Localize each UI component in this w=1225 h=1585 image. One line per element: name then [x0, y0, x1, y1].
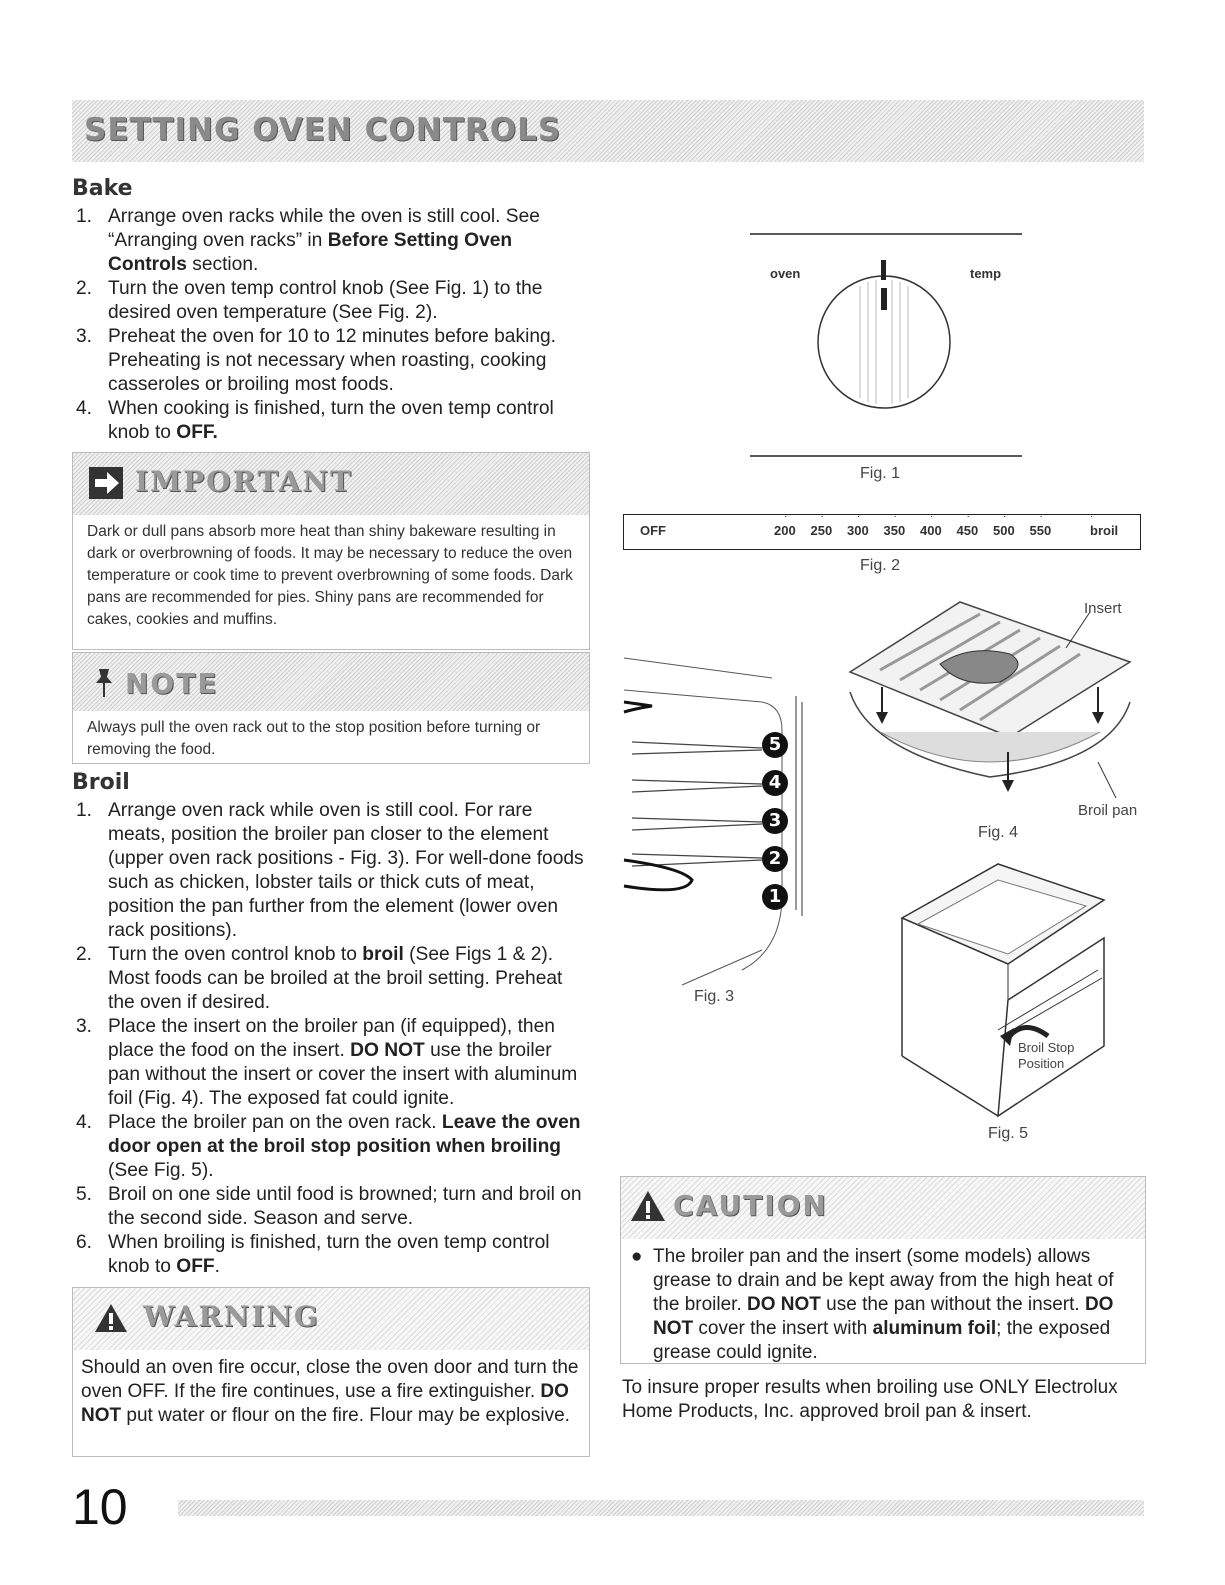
scale-temp-500: 500 — [993, 523, 1015, 538]
broil-stop-label-1: Broil Stop — [1018, 1040, 1075, 1055]
important-label: IMPORTANT — [135, 465, 353, 498]
scale-temp-350: 350 — [883, 523, 906, 538]
broil-heading: Broil — [72, 770, 130, 795]
list-item: 4. Place the broiler pan on the oven rack. Leave the oven door open at the broil stop position when broiling (See Fig. 5). — [76, 1112, 581, 1181]
broiler-pan-icon — [840, 592, 1140, 817]
broil-pan-note: To insure proper results when broiling use ONLY Electrolux Home Products, Inc. approved broil pan & insert. — [622, 1377, 1118, 1422]
scale-dot: · — [1039, 511, 1043, 522]
note-box — [72, 652, 590, 764]
warning-text: Should an oven fire occur, close the oven door and turn the oven OFF. If the fire continues, use a fire extinguisher. DO NOT put water or flour on the fire. Flour may be explosive. — [81, 1357, 579, 1426]
warning-box — [72, 1287, 590, 1457]
warning-triangle-icon — [93, 1302, 129, 1334]
section-title-bar — [72, 100, 1144, 162]
broil-stop-label-2: Position — [1018, 1056, 1065, 1071]
caution-header — [621, 1177, 1145, 1239]
caution-text: ● The broiler pan and the insert (some models) allows grease to drain and be kept away from the high heat of the broiler. DO NOT use the pan without the insert. DO NOT cover the insert with aluminum foil; the exposed grease could ignite. — [631, 1246, 1114, 1363]
rack-position-4: 4 — [762, 770, 788, 796]
scale-dot: · — [930, 511, 934, 522]
list-item: 1. Arrange oven rack while oven is still cool. For rare meats, position the broiler pan closer to the element (upper oven rack positions - Fig. 3). For well-done foods such as chicken, lobster tails or thick cuts of meat, position the pan further from the element (lower oven rack positions). — [76, 800, 584, 941]
list-item: 2. Turn the oven control knob to broil (See Figs 1 & 2). Most foods can be broiled at the broil setting. Preheat the oven if desired. — [76, 944, 563, 1013]
fig5-caption: Fig. 5 — [988, 1125, 1029, 1142]
list-item: 3. Preheat the oven for 10 to 12 minutes before baking. Preheating is not necessary when roasting, cooking casseroles or broiling most foods. — [76, 326, 557, 395]
oven-rack-positions-icon — [622, 650, 822, 990]
scale-dot: · — [1003, 511, 1007, 522]
important-header — [73, 453, 589, 515]
fig3-rack-diagram — [622, 650, 822, 990]
page-number: 10 — [72, 1479, 128, 1535]
scale-dot: · — [784, 511, 788, 522]
insert-label: Insert — [1084, 600, 1122, 617]
footer-bar — [178, 1500, 1144, 1516]
scale-broil-label: broil — [1090, 523, 1119, 538]
important-text: Dark or dull pans absorb more heat than shiny bakeware resulting in dark or overbrowning of foods. It may be necessary to reduce the oven temperature or cook time to prevent overbrowning of some foods. Dark pans are recommended for pies. Shiny pans are recommended for cakes, cookies and muffins. — [87, 523, 573, 628]
scale-dot: · — [1090, 511, 1094, 522]
page-title: SETTING OVEN CONTROLS — [84, 112, 562, 148]
rack-position-1: 1 — [762, 884, 788, 910]
scale-dot: · — [893, 511, 897, 522]
caution-box — [620, 1176, 1146, 1364]
list-item: 6. When broiling is finished, turn the oven temp control knob to OFF. — [76, 1232, 550, 1277]
arrow-right-icon — [89, 467, 123, 499]
scale-off-label: OFF — [640, 523, 666, 538]
knob-label-oven: oven — [770, 266, 801, 281]
scale-temp-550: 550 — [1029, 523, 1052, 538]
scale-temp-400: 400 — [920, 523, 942, 538]
note-label: NOTE — [125, 667, 219, 700]
scale-dot: · — [966, 511, 970, 522]
list-item: 5. Broil on one side until food is browned; turn and broil on the second side. Season and serve. — [76, 1184, 582, 1229]
fig3-caption: Fig. 3 — [694, 988, 735, 1005]
fig4-caption: Fig. 4 — [978, 824, 1019, 841]
scale-temp-450: 450 — [956, 523, 979, 538]
warning-label: WARNING — [143, 1300, 320, 1333]
bake-heading: Bake — [72, 176, 133, 201]
rack-position-2: 2 — [762, 846, 788, 872]
note-text: Always pull the oven rack out to the stop position before turning or removing the food. — [87, 719, 541, 758]
scale-dot: · — [820, 511, 824, 522]
list-item: 1. Arrange oven racks while the oven is still cool. See “Arranging oven racks” in Before Setting Oven Controls section. — [76, 206, 540, 275]
pushpin-icon — [93, 667, 115, 699]
fig1-knob-diagram — [750, 230, 1022, 460]
rack-position-5: 5 — [762, 732, 788, 758]
list-item: 4. When cooking is finished, turn the oven temp control knob to OFF. — [76, 398, 554, 443]
broil-steps — [72, 799, 587, 1279]
bake-steps — [72, 205, 587, 445]
range-door-open-icon — [898, 860, 1108, 1122]
list-item: 2. Turn the oven temp control knob (See Fig. 1) to the desired oven temperature (See Fig. 2). — [76, 278, 543, 323]
rack-position-3: 3 — [762, 808, 788, 834]
fig2-temp-scale — [623, 511, 1141, 550]
fig1-caption: Fig. 1 — [860, 465, 901, 482]
note-header — [73, 653, 589, 711]
scale-temp-250: 250 — [810, 523, 833, 538]
list-item: 3. Place the insert on the broiler pan (if equipped), then place the food on the insert. DO NOT use the broiler pan without the insert or cover the insert with aluminum foil (Fig. 4). The exposed fat could ignite. — [76, 1016, 578, 1109]
broil-pan-label: Broil pan — [1078, 802, 1138, 819]
oven-knob-icon — [750, 230, 1022, 460]
bullet-icon: ● — [631, 1246, 643, 1267]
fig5-range-diagram — [898, 860, 1108, 1122]
fig4-broiler-pan-diagram — [840, 592, 1140, 817]
scale-temp-200: 200 — [774, 523, 796, 538]
caution-label: CAUTION — [673, 1189, 828, 1222]
warning-header — [73, 1288, 589, 1350]
fig2-caption: Fig. 2 — [860, 557, 901, 574]
important-box — [72, 452, 590, 650]
knob-label-temp: temp — [970, 266, 1002, 281]
warning-triangle-icon — [629, 1189, 667, 1223]
scale-dot: · — [857, 511, 861, 522]
scale-temp-300: 300 — [847, 523, 869, 538]
